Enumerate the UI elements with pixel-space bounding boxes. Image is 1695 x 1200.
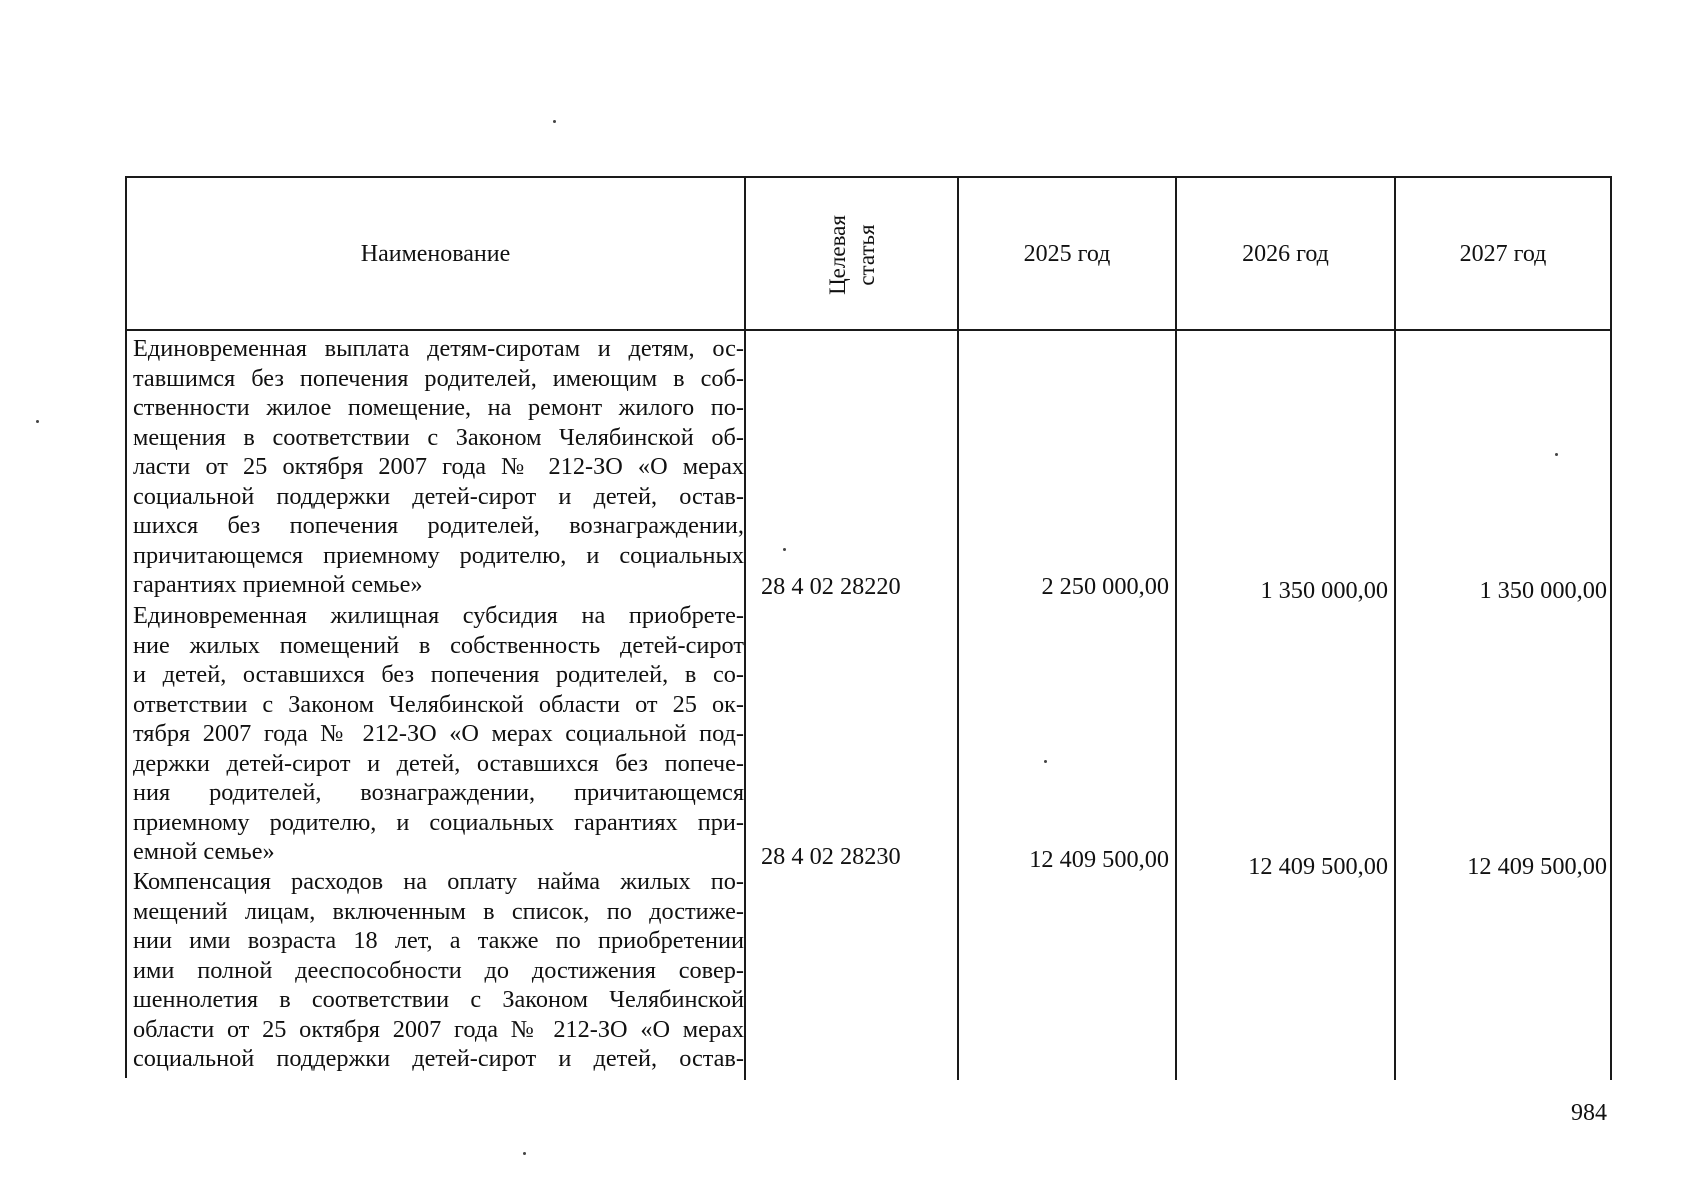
header-year-2027-label: 2027 год — [1459, 241, 1547, 267]
row-3-line: области от 25 октября 2007 года № 212-ЗО «О мерах — [133, 1015, 744, 1043]
scan-speck — [1555, 453, 1558, 456]
header-target-line1: Целевая — [824, 214, 850, 295]
row-2-line: тября 2007 года № 212-ЗО «О мерах социальной под- — [133, 720, 744, 747]
row-1-line: ственности жилое помещение, на ремонт жилого по- — [133, 394, 744, 421]
scan-speck — [523, 1152, 526, 1155]
header-year-2025-label: 2025 год — [1023, 241, 1111, 267]
row-1-code: 28 4 02 28220 — [761, 573, 901, 600]
scan-speck — [783, 548, 786, 551]
row-2-line: Единовременная жилищная субсидия на приобрете- — [133, 602, 744, 629]
scan-speck — [553, 120, 556, 123]
row-1-line: шихся без попечения родителей, вознаграждении, — [133, 512, 744, 539]
row-1-line: тавшимся без попечения родителей, имеющим в соб- — [133, 364, 744, 392]
row-1-line: причитающемся приемному родителю, и социальных — [133, 541, 744, 569]
row-2-line: держки детей-сирот и детей, оставшихся без попече- — [133, 749, 744, 777]
row-2-amount-2027: 12 409 500,00 — [1467, 853, 1607, 880]
row-1-name — [133, 334, 744, 600]
row-1-amount-2027: 1 350 000,00 — [1479, 577, 1607, 604]
row-3-line: нии ими возраста 18 лет, а также по приобретении — [133, 927, 744, 954]
row-2-code: 28 4 02 28230 — [761, 843, 901, 870]
row-2-amount-2025: 12 409 500,00 — [1029, 846, 1169, 873]
row-3-name — [133, 867, 744, 1074]
scan-speck — [36, 420, 39, 423]
header-name-label: Наименование — [360, 241, 511, 267]
header-year-2026-label: 2026 год — [1242, 241, 1329, 267]
row-1-line: социальной поддержки детей-сирот и детей, остав- — [133, 482, 744, 510]
row-1-line: Единовременная выплата детям-сиротам и детям, ос- — [133, 335, 744, 362]
header-target-line2: статья — [853, 223, 879, 286]
header-target-article-label — [822, 215, 880, 295]
row-2-line: и детей, оставшихся без попечения родителей, в со- — [133, 661, 744, 688]
row-2-amount-2026: 12 409 500,00 — [1248, 853, 1388, 880]
row-2-line: емной семье» — [133, 838, 275, 865]
row-2-line: ние жилых помещений в собственность детей-сирот — [133, 631, 744, 659]
header-year-2027 — [1396, 178, 1610, 331]
row-2-line: приемному родителю, и социальных гарантиях при- — [133, 808, 744, 836]
row-1-amount-2026: 1 350 000,00 — [1260, 577, 1388, 604]
row-1-line: мещения в соответствии с Законом Челябинской об- — [133, 423, 744, 451]
header-name — [127, 178, 744, 331]
header-year-2026 — [1177, 178, 1394, 331]
page-number: 984 — [1571, 1100, 1607, 1126]
row-2-line: ния родителей, вознаграждении, причитающемся — [133, 779, 744, 806]
header-target-article — [746, 178, 957, 331]
row-3-line: ими полной дееспособности до достижения совер- — [133, 956, 744, 984]
row-1-line: гарантиях приемной семье» — [133, 571, 423, 598]
row-2-line: ответствии с Законом Челябинской области от 25 ок- — [133, 690, 744, 718]
row-3-line: мещений лицам, включенным в список, по достиже- — [133, 897, 744, 925]
row-3-line: Компенсация расходов на оплату найма жилых по- — [133, 868, 744, 895]
scan-speck — [1044, 760, 1047, 763]
row-2-name — [133, 601, 744, 867]
column-divider — [1610, 178, 1612, 1080]
row-1-line: ласти от 25 октября 2007 года № 212-ЗО «О мерах — [133, 453, 744, 480]
header-year-2025 — [959, 178, 1175, 331]
row-1-amount-2025: 2 250 000,00 — [1041, 573, 1169, 600]
row-3-line: социальной поддержки детей-сирот и детей, остав- — [133, 1045, 744, 1072]
row-3-line: шеннолетия в соответствии с Законом Челябинской — [133, 986, 744, 1013]
budget-table — [125, 176, 1612, 1078]
